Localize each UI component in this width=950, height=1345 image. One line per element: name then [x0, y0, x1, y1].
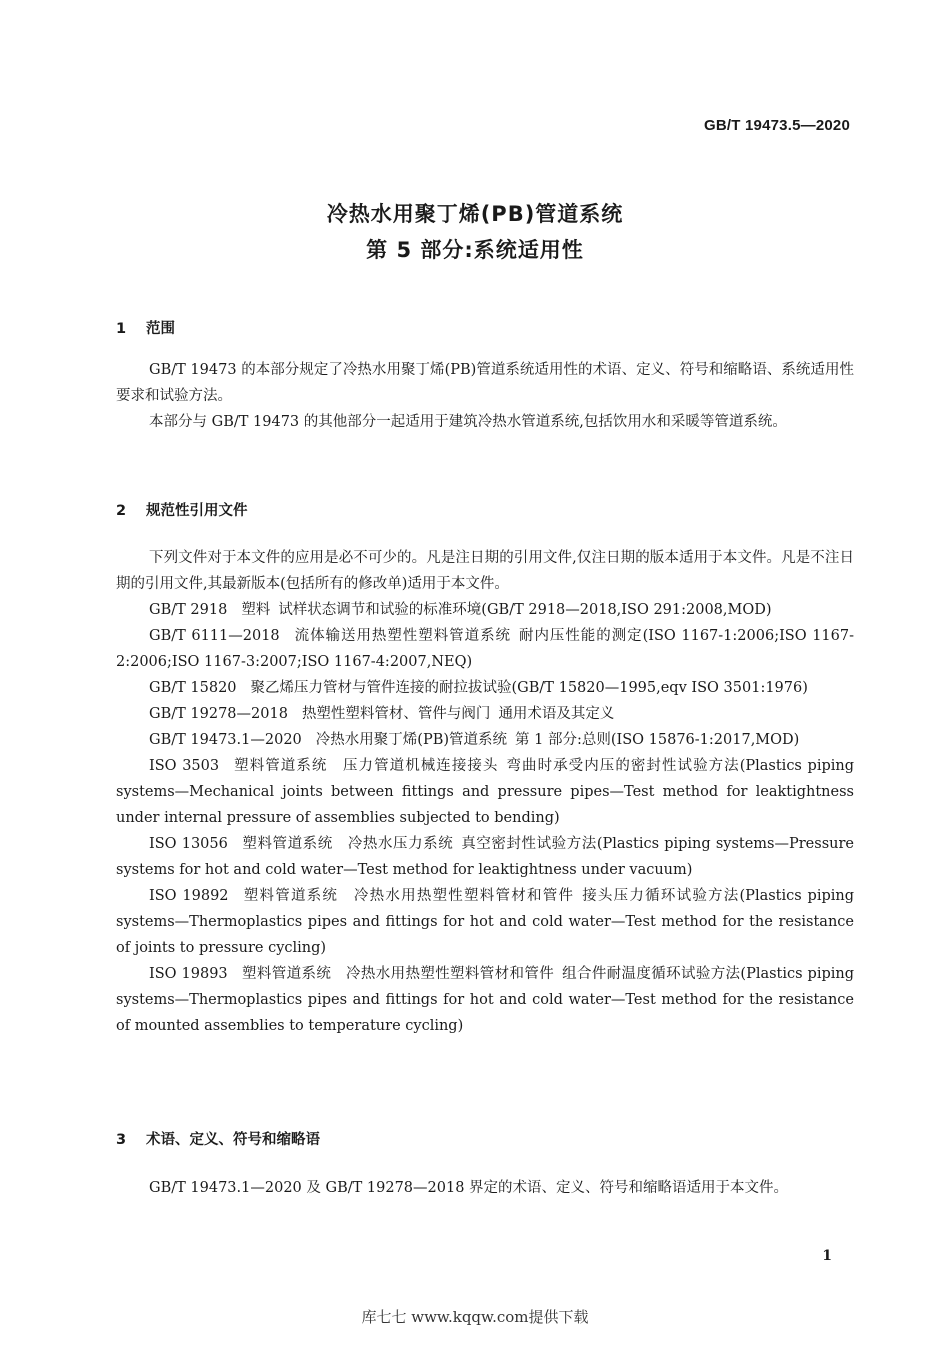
reference-detail: 真空密封性试验方法(Plastics piping systems—Pressure systems for hot and cold water—Test method for leaktightness under vacuum) — [116, 836, 854, 878]
reference-item — [116, 883, 854, 961]
standard-number: GB/T 19473.5—2020 — [704, 117, 850, 134]
reference-code: ISO 13056 — [149, 836, 228, 852]
reference-item — [116, 675, 854, 701]
reference-title: 塑料管道系统 冷热水用热塑性塑料管材和管件 — [242, 888, 575, 904]
download-footer: 库七七 www.kqqw.com提供下载 — [361, 1308, 589, 1326]
reference-item — [116, 753, 854, 831]
reference-detail: 接头压力循环试验方法(Plastics piping systems—Thermoplastics pipes and fittings for hot and cold water—Test method for the resistance of joints to pressure cycling) — [116, 888, 854, 956]
section-number: 3 — [116, 1132, 127, 1148]
reference-code: GB/T 19473.1—2020 — [149, 732, 302, 748]
paragraph: GB/T 19473 的本部分规定了冷热水用聚丁烯(PB)管道系统适用性的术语、定义、符号和缩略语、系统适用性要求和试验方法。 — [116, 362, 854, 404]
paragraph: 本部分与 GB/T 19473 的其他部分一起适用于建筑冷热水管道系统,包括饮用水和采暖等管道系统。 — [149, 414, 787, 430]
title-line-2: 第 5 部分:系统适用性 — [366, 238, 584, 262]
section-2-body — [116, 545, 854, 1039]
page-number: 1 — [822, 1248, 832, 1264]
paragraph: GB/T 19473.1—2020 及 GB/T 19278—2018 界定的术语、定义、符号和缩略语适用于本文件。 — [149, 1180, 789, 1196]
section-title: 术语、定义、符号和缩略语 — [146, 1132, 320, 1148]
reference-code: GB/T 6111—2018 — [149, 628, 280, 644]
reference-detail: 聚乙烯压力管材与管件连接的耐拉拔试验(GB/T 15820—1995,eqv ISO 3501:1976) — [250, 680, 808, 696]
reference-code: GB/T 2918 — [149, 602, 228, 618]
section-1-heading — [116, 317, 175, 338]
reference-title: 塑料管道系统 压力管道机械连接接头 — [233, 758, 499, 774]
reference-title: 流体输送用热塑性塑料管道系统 — [293, 628, 511, 644]
section-number: 1 — [116, 321, 127, 337]
reference-code: ISO 3503 — [149, 758, 220, 774]
reference-item — [116, 701, 854, 727]
document-title — [0, 196, 950, 268]
reference-detail: 耐内压性能的测定(ISO 1167-1:2006;ISO 1167-2:2006;ISO 1167-3:2007;ISO 1167-4:2007,NEQ) — [116, 628, 854, 670]
reference-title: 塑料管道系统 冷热水用热塑性塑料管材和管件 — [241, 966, 555, 982]
reference-detail: 试样状态调节和试验的标准环境(GB/T 2918—2018,ISO 291:2008,MOD) — [278, 602, 772, 618]
reference-detail: 组合件耐温度循环试验方法(Plastics piping systems—Thermoplastics pipes and fittings for hot and cold water—Test method for the resistance of mounted assemblies to temperature cycling) — [116, 966, 855, 1034]
reference-item — [116, 727, 854, 753]
section-2-heading — [116, 499, 248, 520]
reference-item — [116, 623, 854, 675]
reference-code: ISO 19892 — [149, 888, 229, 904]
reference-title: 热塑性塑料管材、管件与阀门 — [301, 706, 491, 722]
reference-title: 塑料 — [241, 602, 271, 618]
reference-item — [116, 831, 854, 883]
section-3-heading — [116, 1128, 320, 1149]
section-3-body — [116, 1175, 854, 1201]
section-title: 范围 — [146, 321, 175, 337]
reference-code: GB/T 19278—2018 — [149, 706, 288, 722]
reference-detail: 通用术语及其定义 — [498, 706, 615, 722]
section-title: 规范性引用文件 — [146, 503, 248, 519]
title-line-1: 冷热水用聚丁烯(PB)管道系统 — [326, 202, 624, 226]
reference-code: ISO 19893 — [149, 966, 228, 982]
section-1-body — [116, 357, 854, 435]
paragraph: 下列文件对于本文件的应用是必不可少的。凡是注日期的引用文件,仅注日期的版本适用于本文件。凡是不注日期的引用文件,其最新版本(包括所有的修改单)适用于本文件。 — [116, 550, 854, 592]
section-number: 2 — [116, 503, 127, 519]
reference-detail: 弯曲时承受内压的密封性试验方法(Plastics piping systems—Mechanical joints between fittings and pressure pipes—Test method for leaktightness under internal pressure of assemblies subjected to bending) — [116, 758, 854, 826]
reference-detail: 第 1 部分:总则(ISO 15876-1:2017,MOD) — [515, 732, 800, 748]
reference-title: 塑料管道系统 冷热水压力系统 — [241, 836, 454, 852]
reference-item — [116, 597, 854, 623]
reference-title: 冷热水用聚丁烯(PB)管道系统 — [315, 732, 508, 748]
reference-code: GB/T 15820 — [149, 680, 237, 696]
reference-item — [116, 961, 854, 1039]
